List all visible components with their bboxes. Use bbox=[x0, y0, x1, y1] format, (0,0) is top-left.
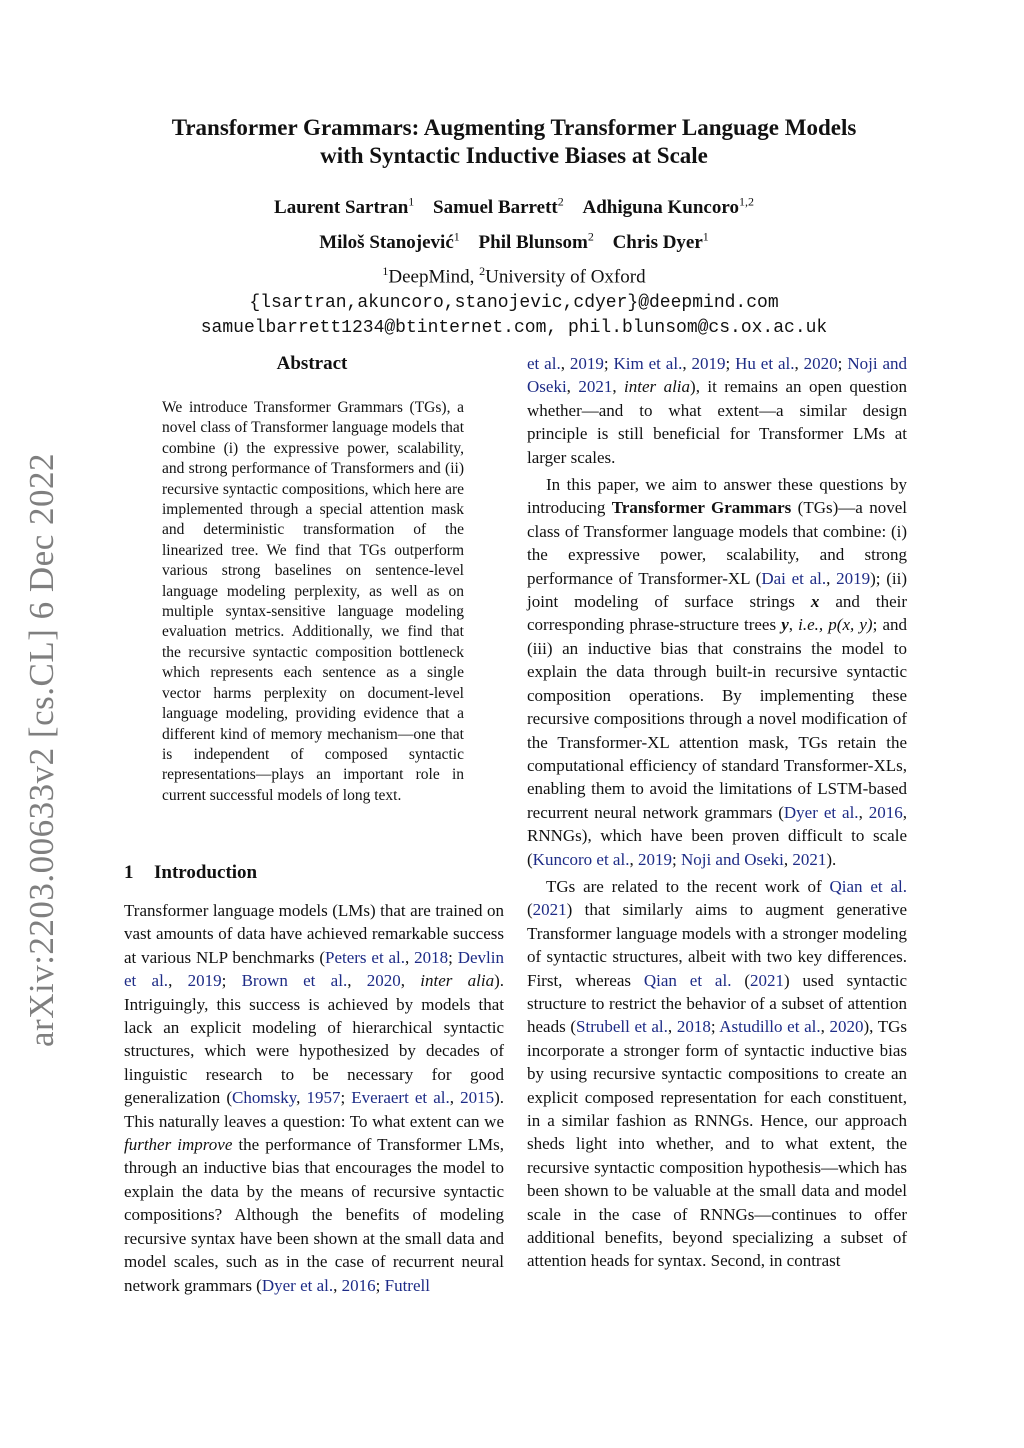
citation-link[interactable]: Peters et al. bbox=[325, 947, 406, 967]
citation-link[interactable]: Dyer et al. bbox=[783, 802, 859, 822]
citation-link[interactable]: 2020 bbox=[829, 1017, 864, 1037]
citation-link[interactable]: 2016 bbox=[868, 802, 903, 822]
citation-link[interactable]: 2015 bbox=[460, 1088, 495, 1108]
right-column bbox=[527, 352, 907, 1273]
citation-link[interactable]: 2019 bbox=[569, 354, 604, 373]
citation-link[interactable]: 2018 bbox=[414, 947, 449, 967]
citation-link[interactable]: 2021 bbox=[750, 970, 784, 990]
abstract-heading: Abstract bbox=[276, 353, 348, 374]
math-pxy: p(x, y) bbox=[828, 615, 873, 635]
author: Laurent Sartran$^1$ bbox=[274, 195, 415, 219]
citation-link[interactable]: 2020 bbox=[803, 354, 838, 373]
citation-link[interactable]: 2021 bbox=[792, 849, 827, 869]
email-line-1: {lsartran,akuncoro,stanojevic,cdyer}@deepmind.com bbox=[249, 292, 779, 313]
intro-paragraph: Transformer language models (LMs) that are trained on vast amounts of data have achieved remarkable success at various NLP benchmarks (Peters et al., 2018; Devlin et al., 2019; Brown et al., 2020, inter alia). Intriguingly, this success is achieved by models that lack an explicit modeling of hierarchical syntactic structures, which were hypothesized by decades of linguistic research to be necessary for good generalization (Chomsky, 1957; Everaert et al., 2015). This naturally leaves a question: To what extent can we further improve the performance of Transformer LMs, through an inductive bias that encourages the model to explain the data by the means of recursive syntactic compositions? Although the benefits of modeling recursive syntax have been shown at the small data and model scales, such as in the case of recurrent neural network grammars (Dyer et al., 2016; Futrell bbox=[124, 901, 505, 1295]
author: Chris Dyer$^1$ bbox=[612, 229, 709, 253]
citation-link[interactable]: 2019 bbox=[691, 354, 726, 373]
paragraph: TGs are related to the recent work of Qian et al. (2021) that similarly aims to augment generative Transformer language models with a stronger modeling of syntactic structures, albeit with two key differences. First, whereas Qian et al. (2021) used syntactic structure to restrict the behavior of a subset of attention heads (Strubell et al., 2018; Astudillo et al., 2020), TGs incorporate a stronger form of syntactic inductive bias by using recursive syntactic compositions to create an explicit composed representation for each constituent, in a similar fashion as RNNGs. Hence, our approach sheds light into whether, and to what extent, the recursive syntactic composition hypothesis—which has been shown to be valuable at the small data and model scale in the case of RNNGs—continues to offer additional benefits, beyond specializing a subset of attention heads for syntax. Second, in contrast bbox=[527, 876, 908, 1271]
citation-link[interactable]: Qian et al. bbox=[829, 876, 907, 896]
citation-link[interactable]: 2016 bbox=[341, 1275, 376, 1295]
author: Phil Blunsom$^2$ bbox=[478, 229, 594, 253]
citation-link[interactable]: 2020 bbox=[366, 971, 401, 991]
author: Adhiguna Kuncoro$^{1,2}$ bbox=[582, 195, 754, 219]
citation-link[interactable]: Hu et al. bbox=[735, 354, 795, 373]
citation-link[interactable]: Strubell et al. bbox=[576, 1017, 668, 1037]
author-block bbox=[100, 188, 928, 341]
citation-link[interactable]: Dyer et al. bbox=[261, 1275, 334, 1295]
paragraph: In this paper, we aim to answer these questions by introducing Transformer Grammars (TGs)—a novel class of Transformer language models that combine: (i) the expressive power, scalability, and strong performance of Transformer-XL (Dai et al., 2019); (ii) joint modeling of surface strings x and their corresponding phrase-structure trees y, i.e., p(x, y); and (iii) an inductive bias that constrains the model to explain the data through built-in recursive syntactic composition operations. By implementing these recursive compositions through a novel modification of the Transformer-XL attention mask, TGs retain the computational efficiency of standard Transformer-XLs, enabling them to avoid the limitations of LSTM-based recurrent neural network grammars (Dyer et al., 2016, RNNGs), which have been proven difficult to scale (Kuncoro et al., 2019; Noji and Oseki, 2021). bbox=[527, 475, 907, 869]
citation-link[interactable]: 2019 bbox=[187, 971, 222, 991]
citation-link[interactable]: 2019 bbox=[637, 849, 672, 869]
citation-link[interactable]: 1957 bbox=[306, 1088, 341, 1108]
citation-link[interactable]: Noji and Oseki bbox=[680, 849, 784, 869]
arxiv-stamp bbox=[2, 455, 82, 1045]
citation-link[interactable]: Kuncoro et al. bbox=[532, 849, 630, 869]
citation-link[interactable]: Kim et al. bbox=[613, 354, 683, 373]
paper-title: Transformer Grammars: Augmenting Transformer Language Models with Syntactic Inductive Biases at Scale bbox=[171, 115, 857, 168]
citation-link[interactable]: Chomsky bbox=[232, 1088, 297, 1108]
citation-link[interactable]: Dai et al. bbox=[761, 568, 827, 588]
arxiv-stamp-text: arXiv:2203.00633v2 [cs.CL] 6 Dec 2022 bbox=[22, 453, 62, 1047]
math-x: x bbox=[810, 592, 820, 612]
author-row-2 bbox=[100, 222, 928, 256]
left-column bbox=[124, 899, 504, 1297]
section-heading: 1 Introduction bbox=[124, 862, 258, 883]
affiliations: $^1$DeepMind, $^2$University of Oxford bbox=[382, 263, 646, 287]
citation-link[interactable]: Devlin et al. bbox=[124, 947, 504, 991]
paragraph-continued: et al., 2019; Kim et al., 2019; Hu et al., 2020; Noji and Oseki, 2021, inter alia), it remains an open question whether—and to what extent—a similar design principle is still beneficial for Transformer LMs at larger scales. bbox=[527, 354, 908, 467]
citation-link[interactable]: Futrell bbox=[384, 1275, 430, 1295]
author: Miloš Stanojević$^1$ bbox=[319, 229, 460, 253]
citation-link[interactable]: 2021 bbox=[532, 900, 567, 920]
citation-link[interactable]: 2019 bbox=[836, 568, 871, 588]
citation-link[interactable]: et al. bbox=[527, 354, 561, 373]
citation-link[interactable]: 2018 bbox=[676, 1017, 711, 1037]
email-line-2: samuelbarrett1234@btinternet.com, phil.blunsom@cs.ox.ac.uk bbox=[200, 317, 828, 338]
citation-link[interactable]: Brown et al. bbox=[241, 971, 348, 991]
math-y: y bbox=[781, 615, 789, 635]
abstract-text: We introduce Transformer Grammars (TGs), a novel class of Transformer language models that combine (i) the expressive power, scalability, and strong performance of Transformers and (ii) recursive syntactic compositions, which here are implemented through a special attention mask and deterministic transformation of the linearized tree. We find that TGs outperform various strong baselines on sentence-level language modeling perplexity, as well as on multiple syntax-sensitive language modeling evaluation metrics. Additionally, we find that the recursive syntactic composition bottleneck which represents each sentence as a single vector harms perplexity on document-level language modeling, providing evidence that a different kind of memory mechanism—one that is independent of composed syntactic representations—plays an important role in current successful models of long text. bbox=[162, 399, 464, 804]
citation-link[interactable]: Everaert et al. bbox=[351, 1088, 450, 1108]
citation-link[interactable]: Qian et al. bbox=[643, 970, 732, 990]
citation-link[interactable]: Noji and Oseki bbox=[527, 354, 907, 397]
author: Samuel Barrett$^2$ bbox=[433, 195, 564, 219]
citation-link[interactable]: Astudillo et al. bbox=[719, 1017, 821, 1037]
author-row-1 bbox=[100, 188, 928, 222]
citation-link[interactable]: 2021 bbox=[578, 377, 613, 397]
